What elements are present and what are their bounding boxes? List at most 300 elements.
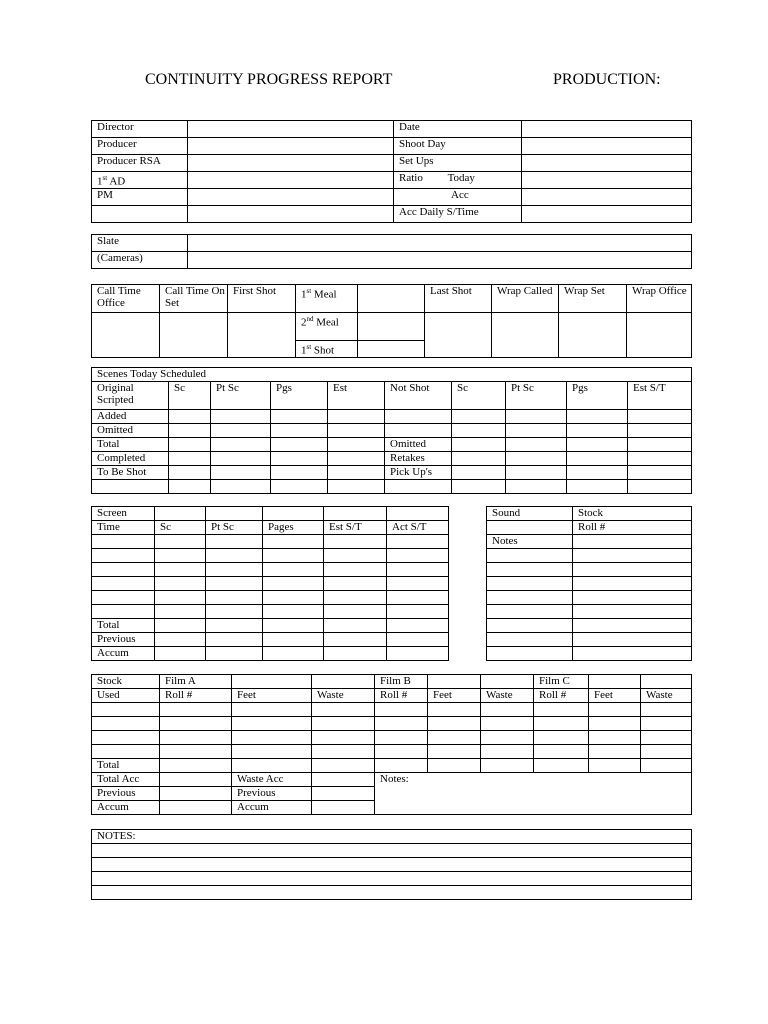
- screen-cell[interactable]: [263, 605, 324, 619]
- screen-cell[interactable]: [155, 577, 206, 591]
- sound-notes-label: Notes: [487, 535, 573, 549]
- sound-cell[interactable]: [573, 577, 692, 591]
- first-meal-field[interactable]: [358, 285, 425, 313]
- scene-cell[interactable]: [452, 480, 506, 494]
- film-cell[interactable]: [312, 787, 375, 801]
- film-used-label: Used: [92, 689, 160, 703]
- scenes-title: Scenes Today Scheduled: [92, 368, 692, 382]
- first-shot-field[interactable]: [228, 313, 296, 358]
- film-accum-label: Accum: [92, 801, 160, 815]
- screen-cell[interactable]: [206, 549, 263, 563]
- call-time-onset-field[interactable]: [160, 313, 228, 358]
- film-c-waste-header: Waste: [641, 689, 692, 703]
- screen-pages-header: Pages: [263, 521, 324, 535]
- shoot-day-field[interactable]: [522, 138, 692, 155]
- slate-label: Slate: [92, 235, 188, 252]
- screen-total-label: Total: [92, 619, 155, 633]
- scene-cell[interactable]: [567, 438, 628, 452]
- scene-cell[interactable]: [169, 438, 211, 452]
- screen-cell[interactable]: [324, 619, 387, 633]
- sc-header: Sc: [169, 382, 211, 410]
- screen-cell[interactable]: [206, 647, 263, 661]
- film-b-waste-header: Waste: [481, 689, 534, 703]
- film-total-label: Total: [92, 759, 160, 773]
- screen-row-label: [92, 563, 155, 577]
- screen-cell[interactable]: [387, 577, 449, 591]
- sound-cell[interactable]: [573, 619, 692, 633]
- screen-cell[interactable]: [155, 563, 206, 577]
- film-b-label: Film B: [375, 675, 428, 689]
- film-notes-label: Notes:: [375, 773, 692, 787]
- film-cell[interactable]: [375, 703, 428, 717]
- producer-rsa-field[interactable]: [188, 155, 394, 172]
- film-cell[interactable]: [481, 759, 534, 773]
- screen-row-label: [92, 549, 155, 563]
- film-cell[interactable]: [160, 731, 232, 745]
- screen-header-blank: [206, 507, 263, 521]
- scene-cell[interactable]: [169, 452, 211, 466]
- film-cell[interactable]: [232, 717, 312, 731]
- film-cell[interactable]: [641, 717, 692, 731]
- film-cell[interactable]: [312, 801, 375, 815]
- acc-label: Acc: [394, 189, 522, 206]
- sound-cell[interactable]: [573, 535, 692, 549]
- film-cell[interactable]: [312, 703, 375, 717]
- film-header-blank: [589, 675, 641, 689]
- production-label: PRODUCTION:: [553, 71, 661, 88]
- sound-cell[interactable]: [573, 605, 692, 619]
- scene-cell[interactable]: [211, 466, 271, 480]
- right-row-label: [385, 410, 452, 424]
- scene-cell[interactable]: [452, 452, 506, 466]
- completed-label: Completed: [92, 452, 169, 466]
- scenes-table: [91, 367, 692, 494]
- film-header-blank: [481, 675, 534, 689]
- film-cell[interactable]: [312, 717, 375, 731]
- screen-cell[interactable]: [155, 647, 206, 661]
- first-meal-label: 1st Meal: [296, 285, 358, 313]
- screen-cell[interactable]: [324, 577, 387, 591]
- shoot-day-label: Shoot Day: [394, 138, 522, 155]
- film-row-label: [92, 717, 160, 731]
- film-cell[interactable]: [232, 731, 312, 745]
- film-notes-field[interactable]: [375, 787, 692, 801]
- film-stock-label: Stock: [92, 675, 160, 689]
- scene-cell[interactable]: [628, 480, 692, 494]
- scene-cell[interactable]: [452, 438, 506, 452]
- not-shot-label: Not Shot: [385, 382, 452, 410]
- sound-cell[interactable]: [573, 647, 692, 661]
- scene-cell[interactable]: [328, 452, 385, 466]
- film-cell[interactable]: [589, 759, 641, 773]
- screen-pt-sc-header: Pt Sc: [206, 521, 263, 535]
- screen-cell[interactable]: [263, 535, 324, 549]
- director-label: Director: [92, 121, 188, 138]
- blank-label: [92, 206, 188, 223]
- scene-cell[interactable]: [271, 480, 328, 494]
- film-cell[interactable]: [375, 717, 428, 731]
- pt-sc-header: Pt Sc: [211, 382, 271, 410]
- scene-cell[interactable]: [506, 452, 567, 466]
- film-row-label: [92, 703, 160, 717]
- screen-cell[interactable]: [387, 619, 449, 633]
- film-row-label: [92, 731, 160, 745]
- film-cell[interactable]: [312, 731, 375, 745]
- sound-stock-table: [486, 506, 692, 661]
- screen-label: Screen: [92, 507, 155, 521]
- sound-label: Sound: [487, 507, 573, 521]
- film-cell[interactable]: [589, 745, 641, 759]
- acc-field[interactable]: [522, 189, 692, 206]
- screen-cell[interactable]: [155, 633, 206, 647]
- scene-cell[interactable]: [211, 452, 271, 466]
- scene-cell[interactable]: [567, 410, 628, 424]
- sound-cell[interactable]: [487, 619, 573, 633]
- film-b-feet-header: Feet: [428, 689, 481, 703]
- screen-sc-header: Sc: [155, 521, 206, 535]
- film-a-feet-header: Feet: [232, 689, 312, 703]
- first-ad-label: 1st AD: [92, 172, 188, 189]
- film-cell[interactable]: [534, 745, 589, 759]
- time-header: Time: [92, 521, 155, 535]
- film-cell[interactable]: [312, 773, 375, 787]
- total-label: Total: [92, 438, 169, 452]
- not-shot-omitted-label: Omitted: [385, 438, 452, 452]
- screen-cell[interactable]: [155, 535, 206, 549]
- screen-accum-label: Accum: [92, 647, 155, 661]
- film-cell[interactable]: [589, 717, 641, 731]
- film-cell[interactable]: [375, 731, 428, 745]
- not-shot-est-st-header: Est S/T: [628, 382, 692, 410]
- screen-cell[interactable]: [263, 633, 324, 647]
- scene-cell[interactable]: [328, 410, 385, 424]
- sound-cell[interactable]: [487, 605, 573, 619]
- scene-cell[interactable]: [271, 410, 328, 424]
- scene-cell[interactable]: [567, 466, 628, 480]
- screen-header-blank: [387, 507, 449, 521]
- acc-daily-label: Acc Daily S/Time: [394, 206, 522, 223]
- screen-cell[interactable]: [263, 549, 324, 563]
- film-cell[interactable]: [428, 717, 481, 731]
- screen-cell[interactable]: [387, 647, 449, 661]
- screen-cell[interactable]: [324, 605, 387, 619]
- film-a-waste-header: Waste: [312, 689, 375, 703]
- scene-cell[interactable]: [328, 466, 385, 480]
- sound-cell[interactable]: [573, 549, 692, 563]
- scene-cell[interactable]: [628, 424, 692, 438]
- scene-cell[interactable]: [567, 480, 628, 494]
- sound-field[interactable]: [487, 521, 573, 535]
- sound-cell[interactable]: [487, 591, 573, 605]
- film-cell[interactable]: [481, 717, 534, 731]
- screen-cell[interactable]: [324, 563, 387, 577]
- scene-cell[interactable]: [169, 480, 211, 494]
- call-time-office-label: Call Time Office: [92, 285, 160, 313]
- screen-header-blank: [263, 507, 324, 521]
- screen-cell[interactable]: [324, 633, 387, 647]
- screen-act-st-header: Act S/T: [387, 521, 449, 535]
- film-cell[interactable]: [160, 787, 232, 801]
- waste-acc-label: Waste Acc: [232, 773, 312, 787]
- sound-cell[interactable]: [487, 549, 573, 563]
- film-cell[interactable]: [481, 731, 534, 745]
- wrap-called-label: Wrap Called: [492, 285, 559, 313]
- pm-label: PM: [92, 189, 188, 206]
- film-cell[interactable]: [375, 759, 428, 773]
- stock-label: Stock: [573, 507, 692, 521]
- screen-cell[interactable]: [324, 549, 387, 563]
- scene-cell[interactable]: [328, 438, 385, 452]
- film-a-roll-header: Roll #: [160, 689, 232, 703]
- screen-cell[interactable]: [324, 535, 387, 549]
- date-field[interactable]: [522, 121, 692, 138]
- first-shot-after-meal-label: 1st Shot: [296, 341, 358, 358]
- screen-row-label: [92, 577, 155, 591]
- crew-table: [91, 120, 692, 223]
- last-shot-label: Last Shot: [425, 285, 492, 313]
- notes-table: [91, 829, 692, 900]
- scene-cell[interactable]: [628, 466, 692, 480]
- sound-cell[interactable]: [573, 563, 692, 577]
- screen-cell[interactable]: [263, 591, 324, 605]
- blank-row-label: [92, 480, 169, 494]
- added-label: Added: [92, 410, 169, 424]
- notes-line[interactable]: [92, 886, 692, 900]
- scene-cell[interactable]: [211, 438, 271, 452]
- scene-cell[interactable]: [506, 410, 567, 424]
- scene-cell[interactable]: [211, 424, 271, 438]
- scene-cell[interactable]: [271, 452, 328, 466]
- sound-cell[interactable]: [487, 563, 573, 577]
- screen-cell[interactable]: [387, 549, 449, 563]
- notes-line[interactable]: [92, 858, 692, 872]
- screen-cell[interactable]: [206, 605, 263, 619]
- film-total-acc-label: Total Acc: [92, 773, 160, 787]
- scene-cell[interactable]: [567, 424, 628, 438]
- second-meal-label: 2nd Meal: [296, 313, 358, 341]
- screen-cell[interactable]: [387, 633, 449, 647]
- wrap-set-label: Wrap Set: [559, 285, 627, 313]
- scene-cell[interactable]: [452, 410, 506, 424]
- roll-label: Roll #: [573, 521, 692, 535]
- scene-cell[interactable]: [628, 438, 692, 452]
- screen-cell[interactable]: [206, 633, 263, 647]
- cameras-label: (Cameras): [92, 252, 188, 269]
- film-cell[interactable]: [534, 717, 589, 731]
- scene-cell[interactable]: [211, 480, 271, 494]
- film-cell[interactable]: [481, 745, 534, 759]
- screen-cell[interactable]: [206, 535, 263, 549]
- pgs-header: Pgs: [271, 382, 328, 410]
- notes-line[interactable]: [92, 872, 692, 886]
- ratio-today-field[interactable]: [522, 172, 692, 189]
- set-ups-field[interactable]: [522, 155, 692, 172]
- screen-row-label: [92, 535, 155, 549]
- wrap-set-field[interactable]: [559, 313, 627, 358]
- screen-cell[interactable]: [206, 591, 263, 605]
- retakes-label: Retakes: [385, 452, 452, 466]
- screen-cell[interactable]: [206, 619, 263, 633]
- film-c-feet-header: Feet: [589, 689, 641, 703]
- screen-cell[interactable]: [206, 577, 263, 591]
- film-c-roll-header: Roll #: [534, 689, 589, 703]
- sound-cell[interactable]: [573, 591, 692, 605]
- film-cell[interactable]: [428, 745, 481, 759]
- screen-row-label: [92, 605, 155, 619]
- film-cell[interactable]: [160, 717, 232, 731]
- film-cell[interactable]: [534, 703, 589, 717]
- scene-cell[interactable]: [628, 452, 692, 466]
- film-cell[interactable]: [534, 731, 589, 745]
- scene-cell[interactable]: [169, 410, 211, 424]
- screen-cell[interactable]: [206, 563, 263, 577]
- film-c-label: Film C: [534, 675, 589, 689]
- omitted-label: Omitted: [92, 424, 169, 438]
- scene-cell[interactable]: [506, 424, 567, 438]
- scene-cell[interactable]: [328, 424, 385, 438]
- film-cell[interactable]: [160, 801, 232, 815]
- film-cell[interactable]: [534, 759, 589, 773]
- scene-cell[interactable]: [211, 410, 271, 424]
- screen-cell[interactable]: [324, 591, 387, 605]
- producer-field[interactable]: [188, 138, 394, 155]
- sound-cell[interactable]: [573, 633, 692, 647]
- screen-est-st-header: Est S/T: [324, 521, 387, 535]
- film-a-label: Film A: [160, 675, 232, 689]
- sound-cell[interactable]: [487, 577, 573, 591]
- film-cell[interactable]: [641, 759, 692, 773]
- screen-cell[interactable]: [263, 647, 324, 661]
- pm-field[interactable]: [188, 189, 394, 206]
- scene-cell[interactable]: [506, 480, 567, 494]
- last-shot-field[interactable]: [425, 313, 492, 358]
- producer-rsa-label: Producer RSA: [92, 155, 188, 172]
- screen-cell[interactable]: [263, 577, 324, 591]
- not-shot-sc-header: Sc: [452, 382, 506, 410]
- screen-cell[interactable]: [263, 563, 324, 577]
- screen-cell[interactable]: [155, 549, 206, 563]
- film-cell[interactable]: [428, 731, 481, 745]
- scene-cell[interactable]: [452, 424, 506, 438]
- film-cell[interactable]: [428, 703, 481, 717]
- film-cell[interactable]: [481, 703, 534, 717]
- screen-cell[interactable]: [387, 563, 449, 577]
- first-ad-field[interactable]: [188, 172, 394, 189]
- ratio-today-label: Ratio Today: [394, 172, 522, 189]
- scene-cell[interactable]: [452, 466, 506, 480]
- film-header-blank: [312, 675, 375, 689]
- acc-daily-field[interactable]: [522, 206, 692, 223]
- right-row-label: [385, 424, 452, 438]
- scene-cell[interactable]: [567, 452, 628, 466]
- film-b-roll-header: Roll #: [375, 689, 428, 703]
- scene-cell[interactable]: [271, 466, 328, 480]
- sound-cell[interactable]: [487, 633, 573, 647]
- pick-ups-label: Pick Up's: [385, 466, 452, 480]
- film-cell[interactable]: [232, 703, 312, 717]
- sound-cell[interactable]: [487, 647, 573, 661]
- not-shot-pt-sc-header: Pt Sc: [506, 382, 567, 410]
- slate-field[interactable]: [188, 235, 692, 252]
- first-shot-after-meal-field[interactable]: [358, 341, 425, 358]
- screen-cell[interactable]: [263, 619, 324, 633]
- screen-cell[interactable]: [155, 619, 206, 633]
- screen-cell[interactable]: [387, 591, 449, 605]
- notes-line[interactable]: [92, 844, 692, 858]
- slate-table: [91, 234, 692, 269]
- scene-cell[interactable]: [169, 424, 211, 438]
- film-cell[interactable]: [232, 745, 312, 759]
- wrap-called-field[interactable]: [492, 313, 559, 358]
- date-label: Date: [394, 121, 522, 138]
- scene-cell[interactable]: [506, 438, 567, 452]
- film-header-blank: [428, 675, 481, 689]
- screen-header-blank: [324, 507, 387, 521]
- call-time-onset-label: Call Time On Set: [160, 285, 228, 313]
- screen-row-label: [92, 591, 155, 605]
- film-cell[interactable]: [312, 745, 375, 759]
- film-previous-sub-label: Previous: [232, 787, 312, 801]
- film-accum-sub-label: Accum: [232, 801, 312, 815]
- screen-cell[interactable]: [387, 605, 449, 619]
- film-cell[interactable]: [589, 703, 641, 717]
- film-cell[interactable]: [160, 773, 232, 787]
- to-be-shot-label: To Be Shot: [92, 466, 169, 480]
- scene-cell[interactable]: [628, 410, 692, 424]
- film-cell[interactable]: [641, 703, 692, 717]
- film-cell[interactable]: [641, 731, 692, 745]
- call-time-office-field[interactable]: [92, 313, 160, 358]
- producer-label: Producer: [92, 138, 188, 155]
- film-cell[interactable]: [312, 759, 375, 773]
- wrap-office-field[interactable]: [627, 313, 692, 358]
- director-field[interactable]: [188, 121, 394, 138]
- report-title: CONTINUITY PROGRESS REPORT: [145, 71, 393, 88]
- scene-cell[interactable]: [506, 466, 567, 480]
- screen-cell[interactable]: [387, 535, 449, 549]
- film-cell[interactable]: [589, 731, 641, 745]
- film-stock-table: [91, 674, 692, 815]
- film-cell[interactable]: [160, 745, 232, 759]
- times-table: [91, 284, 692, 358]
- screen-time-table: [91, 506, 449, 661]
- original-scripted-label: Original Scripted: [92, 382, 169, 410]
- cameras-field[interactable]: [188, 252, 692, 269]
- film-cell[interactable]: [232, 759, 312, 773]
- screen-cell[interactable]: [155, 605, 206, 619]
- blank-field[interactable]: [188, 206, 394, 223]
- screen-cell[interactable]: [155, 591, 206, 605]
- film-row-label: [92, 745, 160, 759]
- scene-cell[interactable]: [328, 480, 385, 494]
- film-notes-field[interactable]: [375, 801, 692, 815]
- film-cell[interactable]: [160, 759, 232, 773]
- scene-cell[interactable]: [169, 466, 211, 480]
- blank-row-label: [385, 480, 452, 494]
- second-meal-field[interactable]: [358, 313, 425, 341]
- wrap-office-label: Wrap Office: [627, 285, 692, 313]
- scene-cell[interactable]: [271, 424, 328, 438]
- screen-header-blank: [155, 507, 206, 521]
- film-cell[interactable]: [375, 745, 428, 759]
- screen-previous-label: Previous: [92, 633, 155, 647]
- first-shot-label: First Shot: [228, 285, 296, 313]
- film-cell[interactable]: [641, 745, 692, 759]
- film-cell[interactable]: [160, 703, 232, 717]
- film-cell[interactable]: [428, 759, 481, 773]
- screen-cell[interactable]: [324, 647, 387, 661]
- scene-cell[interactable]: [271, 438, 328, 452]
